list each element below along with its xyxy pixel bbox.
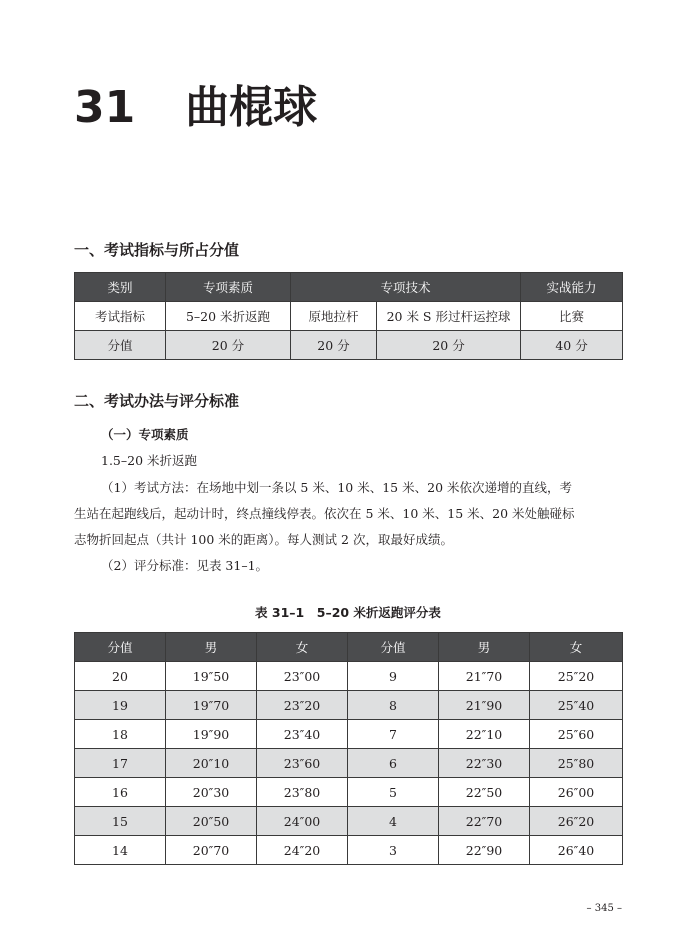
table-cell: 比赛: [521, 302, 623, 331]
table-cell: 20 分: [291, 331, 377, 360]
table-cell: 15: [75, 807, 166, 836]
paragraph-line: 生站在起跑线后，起动计时，终点撞线停表。依次在 5 米、10 米、15 米、20 米处触碰标: [74, 506, 575, 521]
table-cell: 17: [75, 749, 166, 778]
table-cell: 22″70: [439, 807, 530, 836]
table-header-row: [75, 273, 623, 302]
table-cell: 19″90: [166, 720, 257, 749]
table-row: [75, 807, 623, 836]
table-cell: 23″40: [257, 720, 348, 749]
table-header-cell: 男: [166, 633, 257, 662]
chapter-heading: [74, 78, 317, 138]
table-cell: 40 分: [521, 331, 623, 360]
table-cell: 25″40: [530, 691, 623, 720]
section-heading-2: 二、考试办法与评分标准: [74, 392, 240, 410]
table-cell: 22″10: [439, 720, 530, 749]
section-heading-1: 一、考试指标与所占分值: [74, 241, 240, 259]
table-cell: 5–20 米折返跑: [166, 302, 291, 331]
table-row: [75, 749, 623, 778]
table-cell: 19: [75, 691, 166, 720]
table-cell: 20″70: [166, 836, 257, 865]
table-header-row: [75, 633, 623, 662]
table-cell: 5: [348, 778, 439, 807]
table-cell: 16: [75, 778, 166, 807]
table-caption: 表 31–1 5–20 米折返跑评分表: [255, 605, 441, 620]
table-cell: 23″80: [257, 778, 348, 807]
table-cell: 22″50: [439, 778, 530, 807]
table-cell: 22″30: [439, 749, 530, 778]
table-cell: 6: [348, 749, 439, 778]
table-cell: 3: [348, 836, 439, 865]
table-cell: 21″70: [439, 662, 530, 691]
table-cell: 20: [75, 662, 166, 691]
table-row: [75, 720, 623, 749]
table-cell: 20 分: [377, 331, 521, 360]
table-cell: 26″00: [530, 778, 623, 807]
table-cell: 23″00: [257, 662, 348, 691]
table-cell: 20 米 S 形过杆运控球: [377, 302, 521, 331]
table-header-cell: 分值: [75, 633, 166, 662]
table-cell: 考试指标: [75, 302, 166, 331]
chapter-number: 31: [74, 82, 136, 133]
table-cell: 18: [75, 720, 166, 749]
score-table: [74, 632, 623, 865]
table-row: [75, 836, 623, 865]
table-cell: 25″80: [530, 749, 623, 778]
table-header-cell: 分值: [348, 633, 439, 662]
table-cell: 21″90: [439, 691, 530, 720]
table-cell: 20″50: [166, 807, 257, 836]
table-row: [75, 302, 623, 331]
table-header-cell: 女: [530, 633, 623, 662]
table-cell: 4: [348, 807, 439, 836]
indicator-table: [74, 272, 623, 360]
paragraph-line: （2）评分标准：见表 31–1。: [101, 558, 269, 573]
table-cell: 14: [75, 836, 166, 865]
table-cell: 20″30: [166, 778, 257, 807]
table-cell: 20″10: [166, 749, 257, 778]
table-cell: 23″20: [257, 691, 348, 720]
chapter-title: 曲棍球: [185, 82, 318, 133]
table-cell: 24″20: [257, 836, 348, 865]
table-cell: 原地拉杆: [291, 302, 377, 331]
table-row: [75, 691, 623, 720]
subsection-heading: （一）专项素质: [101, 427, 189, 442]
table-cell: 19″70: [166, 691, 257, 720]
table-header-cell: 专项技术: [291, 273, 521, 302]
table-cell: 8: [348, 691, 439, 720]
table-header-cell: 专项素质: [166, 273, 291, 302]
table-cell: 25″60: [530, 720, 623, 749]
table-header-cell: 女: [257, 633, 348, 662]
table-cell: 25″20: [530, 662, 623, 691]
table-cell: 7: [348, 720, 439, 749]
page-number: – 345 –: [586, 903, 622, 914]
table-row: [75, 662, 623, 691]
table-cell: 26″20: [530, 807, 623, 836]
paragraph-line: 志物折回起点（共计 100 米的距离）。每人测试 2 次，取最好成绩。: [74, 532, 453, 547]
table-cell: 23″60: [257, 749, 348, 778]
table-cell: 19″50: [166, 662, 257, 691]
table-header-cell: 实战能力: [521, 273, 623, 302]
table-row: [75, 331, 623, 360]
item-heading: 1.5–20 米折返跑: [101, 453, 198, 468]
table-cell: 分值: [75, 331, 166, 360]
table-header-cell: 类别: [75, 273, 166, 302]
table-cell: 22″90: [439, 836, 530, 865]
table-cell: 20 分: [166, 331, 291, 360]
table-cell: 9: [348, 662, 439, 691]
table-cell: 24″00: [257, 807, 348, 836]
table-row: [75, 778, 623, 807]
table-header-cell: 男: [439, 633, 530, 662]
table-cell: 26″40: [530, 836, 623, 865]
paragraph-line: （1）考试方法：在场地中划一条以 5 米、10 米、15 米、20 米依次递增的直线，考: [101, 480, 572, 495]
